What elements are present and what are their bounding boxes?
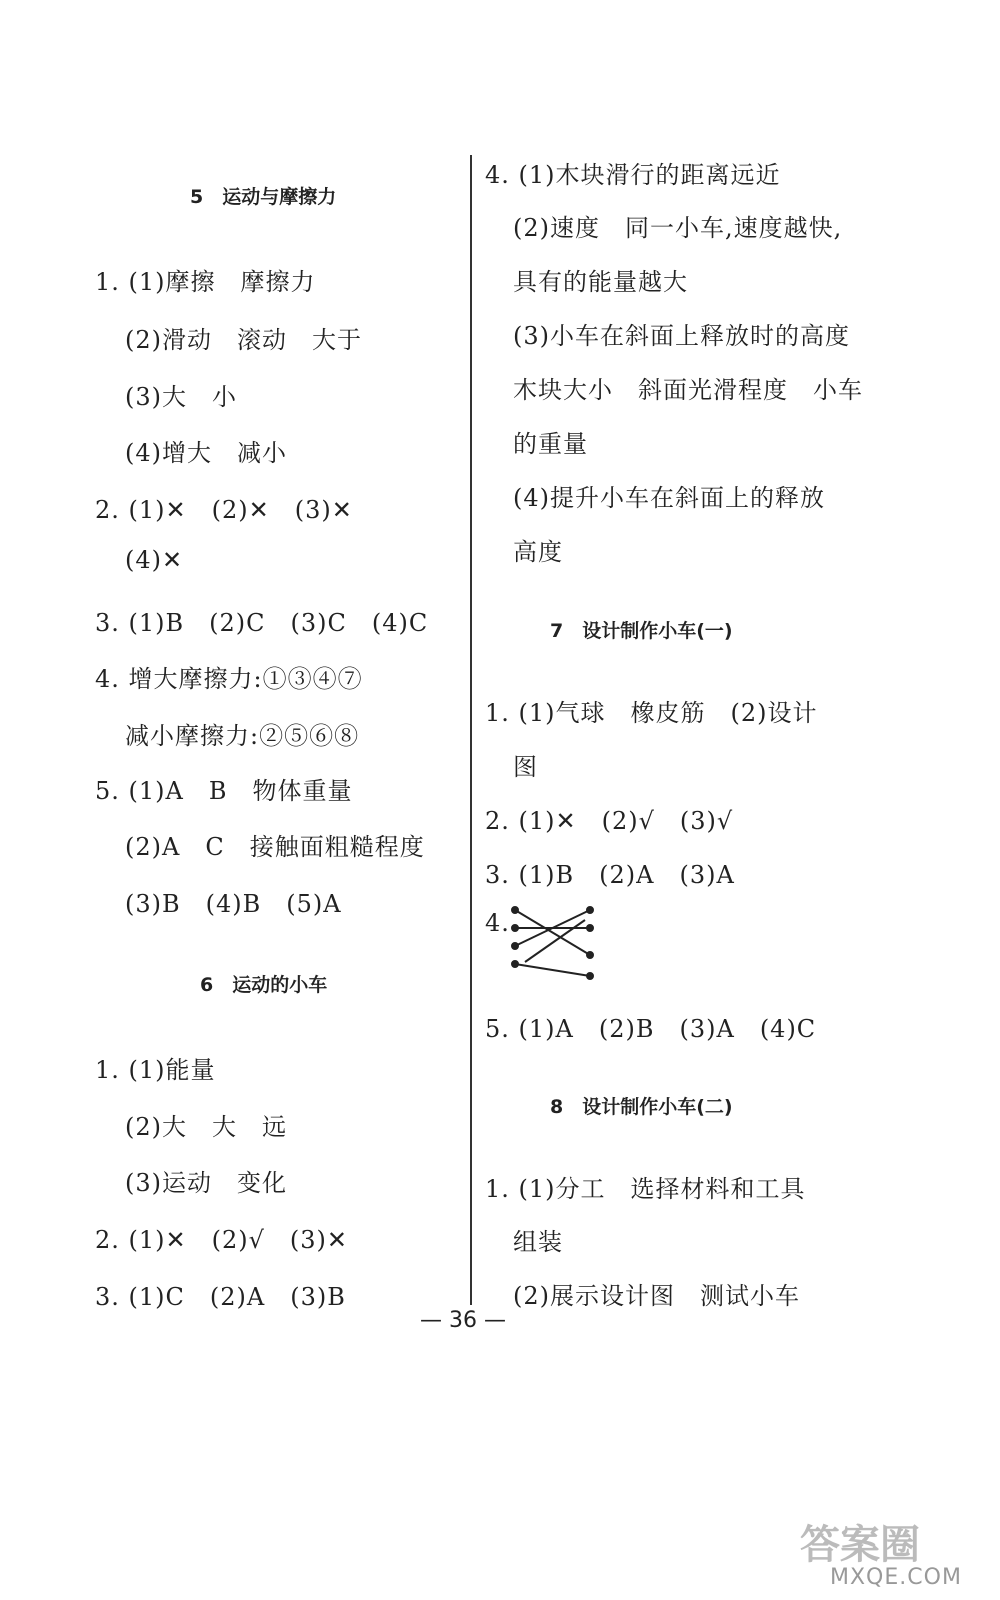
answer-line: 1. (1)分工 选择材料和工具	[485, 1175, 806, 1203]
watermark-logo	[790, 1520, 980, 1590]
answer-line: 5. (1)A B 物体重量	[95, 777, 353, 805]
answer-line: (3)B (4)B (5)A	[125, 890, 342, 918]
column-divider	[470, 155, 472, 1305]
answer-line: 的重量	[513, 430, 588, 458]
watermark-small-text: MXQE.COM	[830, 1565, 962, 1590]
answer-line: 图	[513, 753, 538, 781]
answer-line: (4)提升小车在斜面上的释放	[513, 484, 825, 512]
answer-line: (4)增大 减小	[125, 439, 287, 467]
answer-line: 1. (1)摩擦 摩擦力	[95, 268, 316, 296]
answer-line: 1. (1)能量	[95, 1056, 216, 1084]
answer-line: (3)运动 变化	[125, 1169, 287, 1197]
answer-line: (3)大 小	[125, 383, 237, 411]
answer-line: 4.	[485, 909, 510, 937]
page-number: — 36 —	[420, 1308, 506, 1333]
answer-line: (2)速度 同一小车,速度越快,	[513, 214, 843, 242]
answer-line: 3. (1)C (2)A (3)B	[95, 1283, 346, 1311]
answer-line: 减小摩擦力:②⑤⑥⑧	[125, 722, 360, 750]
answer-line: 组装	[513, 1228, 563, 1256]
answer-line: (2)滑动 滚动 大于	[125, 326, 362, 354]
section-heading-8: 8 设计制作小车(二)	[550, 1096, 733, 1118]
answer-line: (3)小车在斜面上释放时的高度	[513, 322, 850, 350]
answer-line: (2)大 大 远	[125, 1113, 287, 1141]
answer-line: 木块大小 斜面光滑程度 小车	[513, 376, 863, 404]
answer-line: 4. (1)木块滑行的距离远近	[485, 161, 781, 189]
answer-line: 4. 增大摩擦力:①③④⑦	[95, 665, 363, 693]
answer-line: 3. (1)B (2)A (3)A	[485, 861, 735, 889]
answer-line: 2. (1)✕ (2)✕ (3)✕	[95, 496, 353, 524]
answer-line: (2)A C 接触面粗糙程度	[125, 833, 425, 861]
answer-line: 2. (1)✕ (2)√ (3)✕	[95, 1226, 349, 1254]
answer-line: 2. (1)✕ (2)√ (3)√	[485, 807, 734, 835]
matching-lines-diagram	[505, 900, 605, 985]
answer-line: 高度	[513, 538, 563, 566]
answer-line: 3. (1)B (2)C (3)C (4)C	[95, 609, 429, 637]
answer-line: (4)✕	[125, 546, 184, 574]
answer-line: 具有的能量越大	[513, 268, 688, 296]
section-heading-6: 6 运动的小车	[200, 974, 328, 996]
watermark-big-text: 答案圈	[800, 1522, 920, 1568]
answer-line: (2)展示设计图 测试小车	[513, 1282, 800, 1310]
section-heading-5: 5 运动与摩擦力	[190, 186, 337, 208]
section-heading-7: 7 设计制作小车(一)	[550, 620, 733, 642]
answer-line: 5. (1)A (2)B (3)A (4)C	[485, 1015, 817, 1043]
answer-line: 1. (1)气球 橡皮筋 (2)设计	[485, 699, 818, 727]
